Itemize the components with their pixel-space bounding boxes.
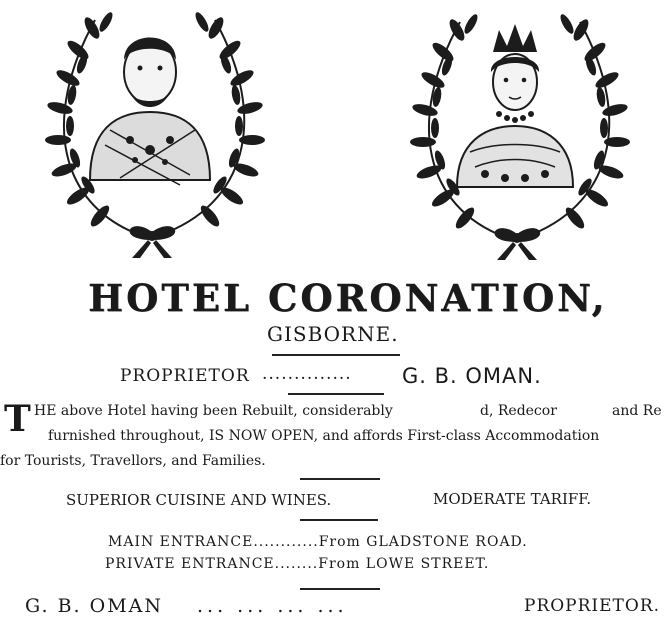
king-bust-engraving bbox=[90, 38, 210, 186]
tariff-note: MODERATE TARIFF. bbox=[433, 490, 592, 508]
divider bbox=[300, 478, 380, 480]
drop-cap: T bbox=[4, 398, 31, 440]
body-line-1: HE above Hotel having been Rebuilt, considerably bbox=[34, 403, 393, 419]
hotel-title: HOTEL CORONATION, bbox=[88, 276, 608, 320]
signature-title: PROPRIETOR. bbox=[524, 596, 661, 616]
divider bbox=[300, 519, 378, 521]
main-entrance-line: MAIN ENTRANCE............From GLADSTONE ROAD. bbox=[108, 534, 528, 550]
body-line-2: furnished throughout, IS NOW OPEN, and affords First-class Accommodation bbox=[48, 428, 600, 444]
divider bbox=[272, 354, 400, 356]
private-entrance-line: PRIVATE ENTRANCE........From LOWE STREET. bbox=[105, 556, 490, 572]
cuisine-note: SUPERIOR CUISINE AND WINES. bbox=[66, 491, 332, 509]
laurel-wreath-right bbox=[525, 12, 630, 237]
hotel-location: GISBORNE. bbox=[267, 322, 399, 346]
proprietor-label: PROPRIETOR bbox=[120, 366, 250, 386]
queen-bust-engraving bbox=[457, 24, 573, 187]
proprietor-leader-dots: .............. bbox=[262, 364, 352, 384]
king-portrait-wreath bbox=[20, 0, 290, 262]
ribbon-bow bbox=[495, 228, 541, 260]
body-line-3: for Tourists, Travellors, and Families. bbox=[0, 453, 266, 469]
queen-portrait-wreath bbox=[385, 2, 657, 264]
signature-leader-dots: ... ... ... ... bbox=[197, 595, 348, 617]
proprietor-name: G. B. OMAN. bbox=[402, 364, 542, 388]
ribbon-bow bbox=[130, 226, 176, 258]
signature-name: G. B. OMAN bbox=[25, 595, 163, 617]
body-line-1-fragment: d, Redecor bbox=[480, 403, 557, 419]
divider bbox=[300, 588, 380, 590]
body-line-1-fragment-end: and Re bbox=[612, 403, 662, 419]
divider bbox=[288, 393, 384, 395]
laurel-wreath-left bbox=[410, 12, 505, 237]
